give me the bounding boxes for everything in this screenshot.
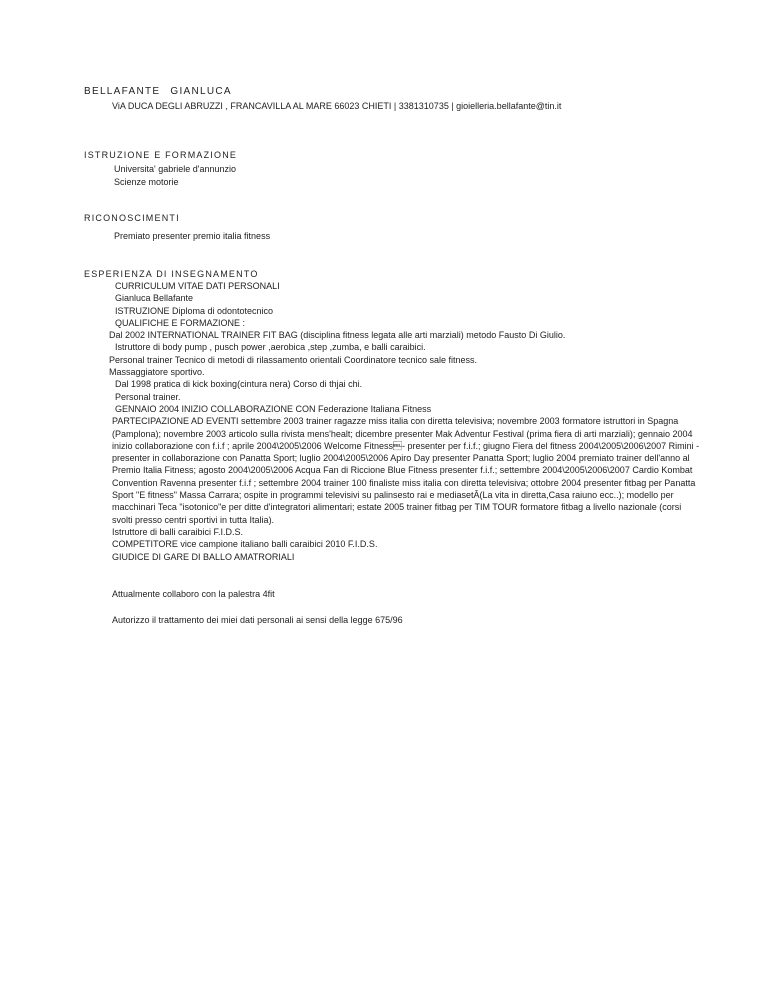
section-title-istruzione: ISTRUZIONE E FORMAZIONE [84,150,238,160]
section-title-esperienza: ESPERIENZA DI INSEGNAMENTO [84,269,259,279]
current-collaboration: Attualmente collaboro con la palestra 4fit [112,589,275,599]
section-title-riconoscimenti: RICONOSCIMENTI [84,213,180,223]
istruzione-line: Universita' gabriele d'annunzio [114,164,237,174]
exp-line: Istruttore di balli caraibici F.I.D.S. [112,526,244,537]
exp-line: GIUDICE DI GARE DI BALLO AMATRORIALI [112,551,295,562]
exp-line: Istruttore di body pump , pusch power ,aerobica ,step ,zumba, e balli caraibici. [115,342,426,353]
candidate-name [84,86,232,97]
events-paragraph: PARTECIPAZIONE AD EVENTI settembre 2003 trainer ragazze miss italia con diretta televisiva; novembre 2003 formatore istruttori in Spagna (Pamplona); novembre 2003 articolo sulla rivista mens'healt; dicembre presenter Mak Adventur Festival (prima fiera di arti marziali); gennaio 2004 inizio collaborazione con f.i.f ; aprile 2004\2005\2006 Welcome Fitness- presenter per f.i.f.; giugno Fiera del fitness 2004\2005\2006\2007 Rimini - presenter in collaborazione con Panatta Sport; luglio 2004\2005\2006 Apiro Day presenter Panatta Sport; luglio 2004 premiato trainer dell'anno al Premio Italia Fitness; agosto 2004\2005\2006 Acqua Fan di Riccione Blue Fitness presenter f.i.f.; settembre 2004\2005\2006\2007 Cardio Kombat Convention Ravenna presenter f.i.f ; settembre 2004 trainer 100 finaliste miss italia con diretta televisiva; ottobre 2004 presenter fitbag per Panatta Sport "E fitness" Massa Carrara; ospite in programmi televisivi su palinsesto rai e mediasetÂ(La vita in diretta,Casa raiuno ecc..); modello per macchinari Teca "isotonico"e per ditte d'integratori alimentari; estate 2005 trainer fitbag per TIM TOUR formatore fitbag a livello nazionale (corsi svolti presso centri sportivi in tutta Italia). [112,416,700,525]
first-name: BELLAFANTE [84,86,161,97]
exp-line: Dal 2002 INTERNATIONAL TRAINER FIT BAG (disciplina fitness legata alle arti marziali) metodo Fausto Di Giulio. [109,330,566,341]
exp-line: Personal trainer. [115,391,181,402]
riconoscimenti-line: Premiato presenter premio italia fitness [114,231,271,241]
exp-line: ISTRUZIONE Diploma di odontotecnico [115,305,274,316]
exp-line: CURRICULUM VITAE DATI PERSONALI [115,281,280,291]
istruzione-list [114,163,236,188]
exp-line: COMPETITORE vice campione italiano balli caraibici 2010 F.I.D.S. [112,539,378,550]
exp-line: Gianluca Bellafante [115,293,194,304]
exp-line: Personal trainer Tecnico di metodi di rilassamento orientali Coordinatore tecnico sale fitness. [109,354,478,365]
exp-line: Dal 1998 pratica di kick boxing(cintura nera) Corso di thjai chi. [115,379,363,390]
riconoscimenti-list [114,230,270,243]
exp-line: GENNAIO 2004 INIZIO COLLABORAZIONE CON Federazione Italiana Fitness [115,403,432,414]
exp-line: QUALIFICHE E FORMAZIONE : [115,317,246,328]
istruzione-line: Scienze motorie [114,176,179,187]
contact-info: ViA DUCA DEGLI ABRUZZI , FRANCAVILLA AL MARE 66023 CHIETI | 3381310735 | gioielleria.bellafante@tin.it [112,101,562,111]
esperienza-content [109,280,712,563]
last-name: GIANLUCA [170,86,232,97]
exp-line: Massaggiatore sportivo. [109,367,205,378]
privacy-consent: Autorizzo il trattamento dei miei dati personali ai sensi della legge 675/96 [112,615,403,625]
